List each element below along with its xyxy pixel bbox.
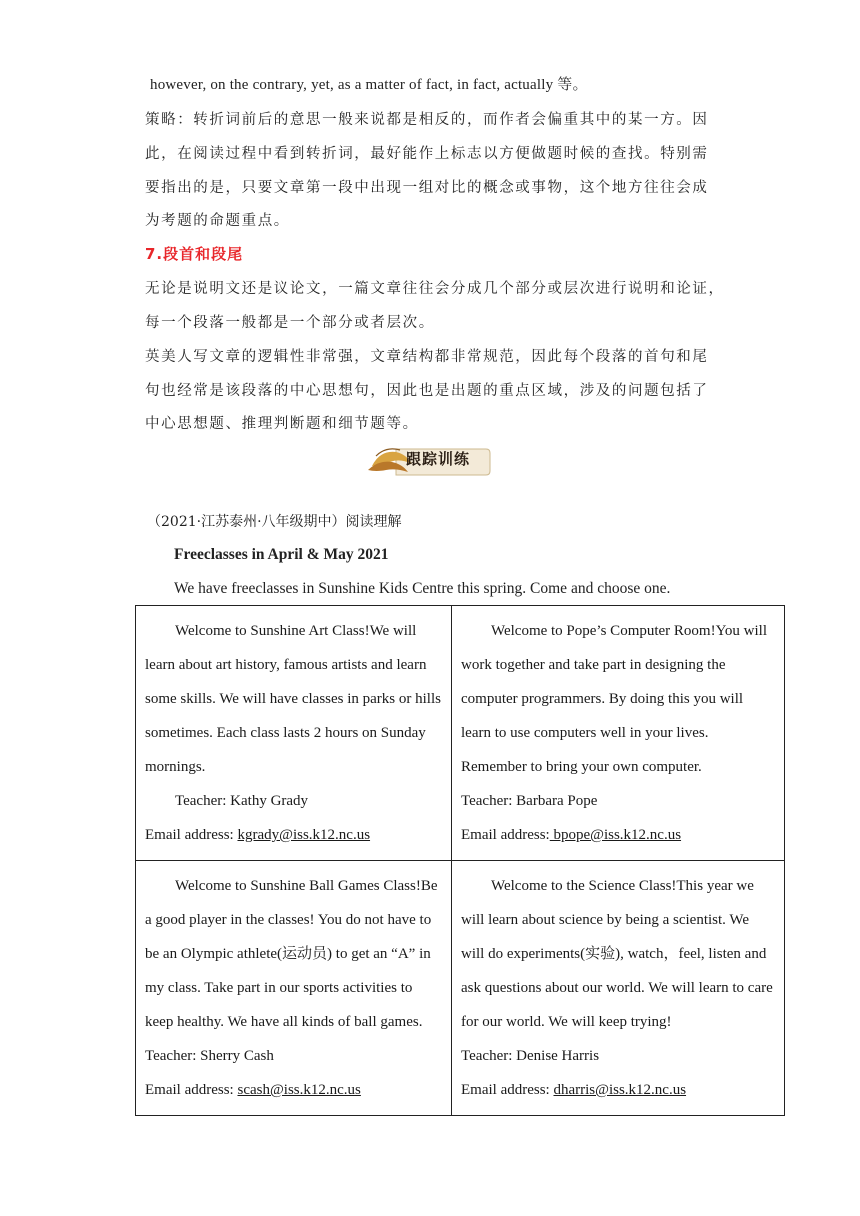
banner-label: 跟踪训练 [406,450,471,468]
section-line-3: 英美人写文章的逻辑性非常强，文章结构都非常规范，因此每个段落的首句和尾 [145,349,709,365]
email-label: Email address: [461,827,550,843]
section-line-5: 中心思想题、推理判断题和细节题等。 [145,416,419,432]
class-teacher: Teacher: Sherry Cash [145,1048,274,1064]
table-row [136,606,785,861]
class-email [145,1073,443,1107]
strategy-line-2: 此，在阅读过程中看到转折词，最好能作上标志以方便做题时候的查找。特别需 [145,146,709,162]
science-class-cell [452,861,785,1116]
email-label: Email address: [145,1082,238,1098]
email-label: Email address: [461,1082,554,1098]
email-link[interactable]: scash@iss.k12.nc.us [237,1082,361,1098]
class-email [145,818,443,852]
class-teacher: Teacher: Kathy Grady [175,793,309,809]
email-link[interactable]: bpope@iss.k12.nc.us [549,827,682,843]
class-email [461,1073,776,1107]
section-line-4: 句也经常是该段落的中心思想句，因此也是出题的重点区域，涉及的问题包括了 [145,383,709,399]
section-heading: 7.段首和段尾 [145,245,244,263]
class-email [461,818,776,852]
section-line-2: 每一个段落一般都是一个部分或者层次。 [145,315,435,331]
exercise-intro: We have freeclasses in Sunshine Kids Centre this spring. Come and choose one. [174,580,671,597]
class-description: Welcome to Sunshine Art Class!We will learn about art history, famous artists and learn some skills. We will have classes in parks or hills sometimes. Each class lasts 2 hours on Sunday mornings. [145,623,441,775]
ball-games-class-cell [136,861,452,1116]
transition-words-line: however, on the contrary, yet, as a matter of fact, in fact, actually 等。 [150,77,588,93]
class-teacher: Teacher: Denise Harris [461,1048,600,1064]
email-link[interactable]: dharris@iss.k12.nc.us [553,1082,687,1098]
section-line-1: 无论是说明文还是议论文，一篇文章往往会分成几个部分或层次进行说明和论证， [145,281,725,297]
class-description: Welcome to Pope’s Computer Room!You will work together and take part in designing the computer programmers. By doing this you will learn to use computers well in your lives. Remember to bring your own computer. [461,623,768,775]
computer-class-cell [452,606,785,861]
exercise-source: （2021·江苏泰州·八年级期中）阅读理解 [147,514,402,530]
strategy-line-1: 策略：转折词前后的意思一般来说都是相反的，而作者会偏重其中的某一方。因 [145,112,709,128]
classes-table [135,605,785,1116]
class-teacher: Teacher: Barbara Pope [461,793,598,809]
art-class-cell [136,606,452,861]
practice-banner [366,444,492,478]
exercise-title: Freeclasses in April & May 2021 [174,546,389,563]
email-label: Email address: [145,827,238,843]
class-description: Welcome to Sunshine Ball Games Class!Be a good player in the classes! You do not have to be an Olympic athlete(运动员) to get an “A” in my class. Take part in our sports activities to keep healthy. We have all kinds of ball games. [145,878,438,1030]
strategy-line-4: 为考题的命题重点。 [145,213,290,229]
strategy-line-3: 要指出的是，只要文章第一段中出现一组对比的概念或事物，这个地方往往会成 [145,180,709,196]
class-description: Welcome to the Science Class!This year we will learn about science by being a scientist. We will do experiments(实验), watch，feel, listen and ask questions about our world. We will learn to care for our world. We will keep trying! [461,878,773,1030]
table-row [136,861,785,1116]
email-link[interactable]: kgrady@iss.k12.nc.us [237,827,371,843]
